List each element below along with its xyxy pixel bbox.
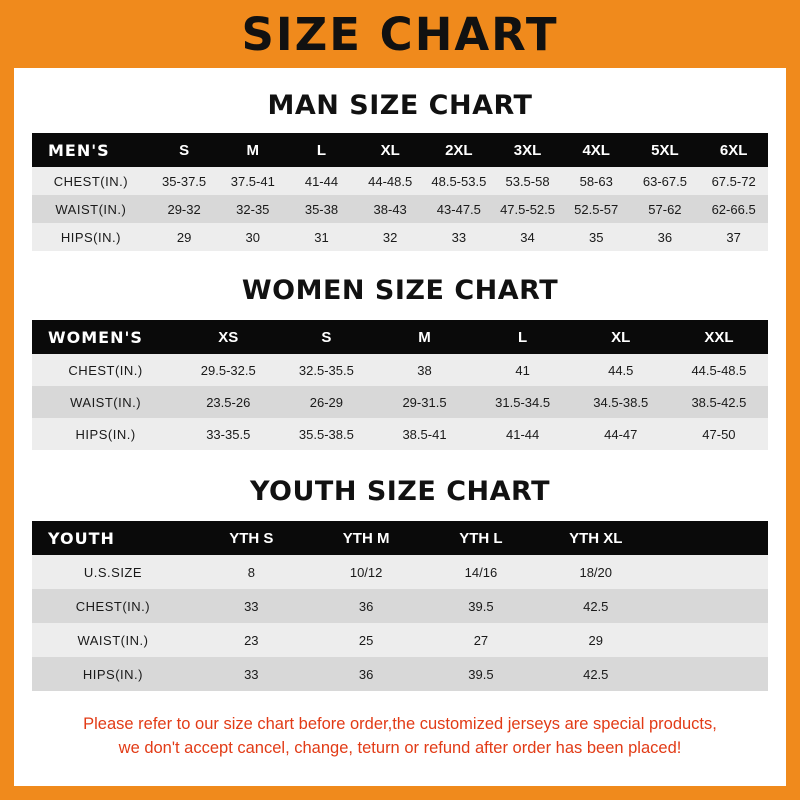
footer-note (32, 713, 768, 761)
youth-r3-c3: 42.5 (583, 666, 609, 682)
women-r0-c3: 41 (515, 362, 530, 378)
women-r1-c2: 29-31.5 (402, 394, 447, 410)
footer-note-line-2: we don't accept cancel, change, teturn or refund after order has been placed! (118, 738, 682, 757)
women-r1-c3: 31.5-34.5 (495, 394, 551, 410)
women-row-2-label: HIPS(IN.) (75, 426, 136, 442)
youth-r2-c0: 23 (244, 632, 259, 648)
bottom-banner (14, 786, 786, 800)
man-r1-c6: 52.5-57 (574, 201, 619, 217)
youth-row-label-header: YOUTH (48, 528, 115, 548)
table-row (32, 223, 768, 251)
man-col-7: 5XL (651, 141, 679, 159)
youth-r3-c0: 33 (244, 666, 259, 682)
man-row-0-label: CHEST(IN.) (53, 173, 129, 189)
youth-col-0: YTH S (229, 529, 274, 547)
man-r1-c3: 38-43 (373, 201, 407, 217)
youth-r3-spacer (653, 657, 768, 691)
table-header-row (32, 320, 768, 354)
women-size-table (32, 320, 768, 450)
youth-row-0-label: U.S.SIZE (83, 564, 143, 580)
women-r1-c0: 23.5-26 (206, 394, 251, 410)
youth-r0-spacer (653, 555, 768, 589)
man-r0-c5: 53.5-58 (505, 173, 550, 189)
youth-r1-c0: 33 (244, 598, 259, 614)
women-col-4: XL (611, 328, 631, 346)
women-r0-c2: 38 (417, 362, 432, 378)
footer-note-line-1: Please refer to our size chart before order,the customized jerseys are special products, (83, 715, 717, 733)
table-row (32, 386, 768, 418)
youth-row-1-label: CHEST(IN.) (75, 598, 151, 614)
man-r0-c0: 35-37.5 (162, 173, 207, 189)
man-row-1-label: WAIST(IN.) (55, 201, 127, 217)
women-r2-c3: 41-44 (506, 426, 540, 442)
youth-r2-c2: 27 (473, 632, 489, 648)
women-r1-c5: 38.5-42.5 (691, 394, 747, 410)
man-r2-c2: 31 (314, 229, 329, 245)
man-r2-c3: 32 (382, 229, 398, 245)
women-col-0: XS (218, 328, 239, 346)
youth-r0-c0: 8 (247, 564, 255, 580)
women-row-1-label: WAIST(IN.) (70, 394, 142, 410)
women-r1-c4: 34.5-38.5 (593, 394, 649, 410)
man-r0-c7: 63-67.5 (642, 173, 687, 189)
table-row (32, 589, 768, 623)
man-section-title: MAN SIZE CHART (267, 90, 533, 121)
youth-r1-c3: 42.5 (583, 598, 609, 614)
youth-r3-c1: 36 (358, 666, 374, 682)
page-title: SIZE CHART (241, 7, 559, 61)
man-r1-c7: 57-62 (648, 201, 682, 217)
man-r2-c7: 36 (657, 229, 673, 245)
women-row-label-header: WOMEN'S (48, 327, 143, 347)
youth-col-2: YTH L (459, 529, 503, 547)
women-r2-c0: 33-35.5 (206, 426, 251, 442)
youth-r0-c2: 14/16 (464, 564, 498, 580)
man-r1-c8: 62-66.5 (711, 201, 756, 217)
women-r2-c1: 35.5-38.5 (298, 426, 354, 442)
man-r2-c0: 29 (176, 229, 192, 245)
man-r0-c8: 67.5-72 (711, 173, 756, 189)
youth-r0-c3: 18/20 (579, 564, 613, 580)
man-col-6: 4XL (582, 141, 610, 159)
man-row-2-label: HIPS(IN.) (60, 229, 121, 245)
women-col-2: M (418, 328, 431, 346)
women-r1-c1: 26-29 (309, 394, 343, 410)
women-r2-c4: 44-47 (604, 426, 638, 442)
content-area (14, 90, 786, 761)
youth-row-3-label: HIPS(IN.) (82, 666, 144, 682)
man-r1-c5: 47.5-52.5 (500, 201, 555, 217)
youth-col-1: YTH M (342, 529, 390, 547)
table-row (32, 354, 768, 386)
man-r0-c6: 58-63 (579, 173, 613, 189)
table-row (32, 555, 768, 589)
table-row (32, 623, 768, 657)
youth-r0-c1: 10/12 (349, 564, 383, 580)
man-col-5: 3XL (513, 141, 542, 159)
women-r0-c5: 44.5-48.5 (691, 362, 747, 378)
women-r2-c2: 38.5-41 (402, 426, 447, 442)
youth-r2-c3: 29 (588, 632, 603, 648)
youth-size-table (32, 521, 768, 691)
women-col-3: L (518, 328, 528, 346)
table-header-row (32, 133, 768, 167)
youth-row-2-label: WAIST(IN.) (77, 632, 149, 648)
man-col-1: M (246, 141, 260, 159)
man-r1-c4: 43-47.5 (436, 201, 481, 217)
table-row (32, 657, 768, 691)
women-row-0-label: CHEST(IN.) (68, 362, 143, 378)
man-r2-c6: 35 (588, 229, 604, 245)
man-r2-c4: 33 (451, 229, 467, 245)
man-r0-c4: 48.5-53.5 (431, 173, 487, 189)
youth-r3-c2: 39.5 (468, 666, 494, 682)
man-r2-c1: 30 (245, 229, 261, 245)
man-r2-c8: 37 (726, 229, 741, 245)
header-banner (14, 0, 786, 68)
youth-r1-c2: 39.5 (468, 598, 494, 614)
youth-r2-c1: 25 (358, 632, 374, 648)
man-r1-c0: 29-32 (167, 201, 201, 217)
man-col-8: 6XL (719, 141, 748, 159)
women-col-1: S (321, 328, 332, 346)
women-section-title: WOMEN SIZE CHART (241, 275, 559, 306)
table-row (32, 167, 768, 195)
women-r0-c4: 44.5 (608, 362, 634, 378)
women-r2-c5: 47-50 (702, 426, 736, 442)
man-r0-c2: 41-44 (304, 173, 339, 189)
youth-r2-spacer (653, 623, 768, 657)
women-r0-c1: 32.5-35.5 (298, 362, 354, 378)
man-r0-c1: 37.5-41 (230, 173, 275, 189)
man-r1-c2: 35-38 (304, 201, 339, 217)
man-r1-c1: 32-35 (236, 201, 270, 217)
man-r0-c3: 44-48.5 (368, 173, 413, 189)
table-row (32, 195, 768, 223)
women-r0-c0: 29.5-32.5 (200, 362, 256, 378)
table-row (32, 418, 768, 450)
table-header-row (32, 521, 768, 555)
youth-section-title: YOUTH SIZE CHART (249, 476, 551, 507)
youth-col-3: YTH XL (569, 529, 623, 547)
youth-r1-c1: 36 (358, 598, 374, 614)
man-row-label-header: MEN'S (48, 140, 110, 160)
youth-r1-spacer (653, 589, 768, 623)
man-col-0: S (179, 141, 190, 159)
man-size-table (32, 133, 768, 251)
man-col-4: 2XL (445, 141, 473, 159)
man-col-3: XL (380, 141, 400, 159)
man-col-2: L (316, 141, 327, 159)
women-col-5: XXL (704, 328, 734, 346)
youth-col-spacer (653, 521, 768, 555)
man-r2-c5: 34 (520, 229, 535, 245)
